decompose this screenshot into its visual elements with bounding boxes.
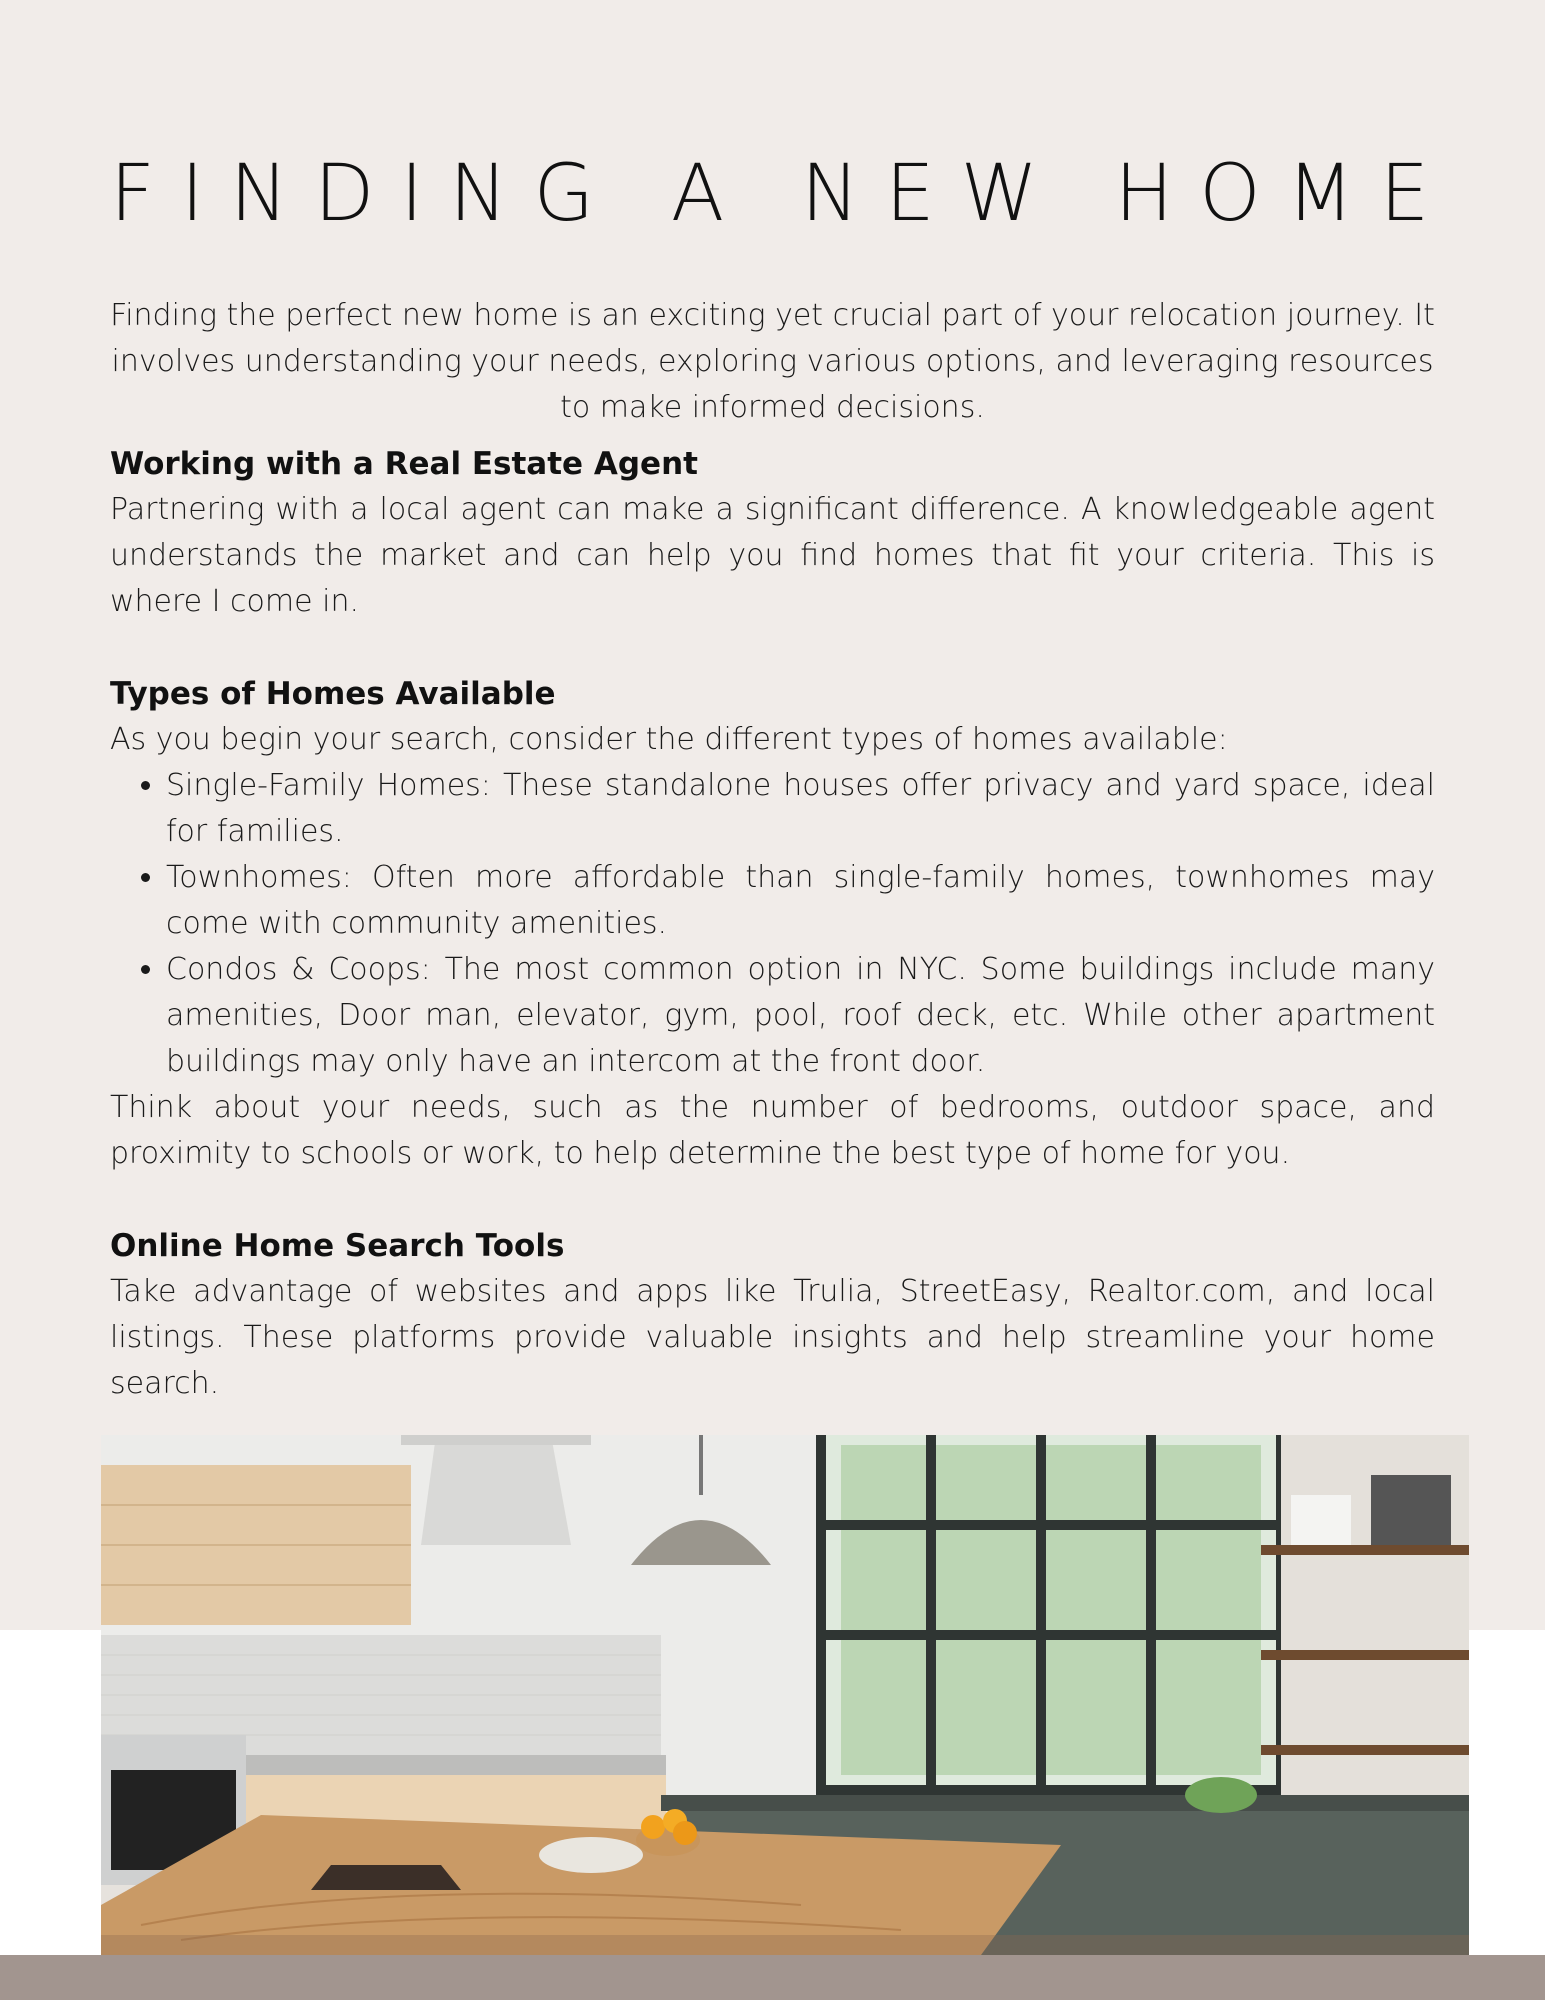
kitchen-photo <box>101 1435 1469 1955</box>
section-spacer <box>110 1177 1435 1223</box>
list-item: • Townhomes: Often more affordable than single-family homes, townhomes may come with community amenities. <box>166 855 1435 947</box>
section-closing: Think about your needs, such as the number of bedrooms, outdoor space, and proximity to schools or work, to help determine the best type of home for you. <box>110 1090 1435 1171</box>
section-heading: Online Home Search Tools <box>110 1228 565 1264</box>
home-types-list <box>110 763 1435 1085</box>
page-title: FINDING A NEW HOME <box>110 149 1456 239</box>
section-heading: Working with a Real Estate Agent <box>110 446 698 482</box>
section-lead: As you begin your search, consider the different types of homes available: <box>110 722 1228 757</box>
section-body: Take advantage of websites and apps like Trulia, StreetEasy, Realtor.com, and local listings. These platforms provide valuable insights and help streamline your home search. <box>110 1274 1435 1401</box>
footer-band <box>0 1955 1545 2000</box>
list-item: • Condos & Coops: The most common option in NYC. Some buildings include many amenities, Door man, elevator, gym, pool, roof deck, etc. While other apartment buildings may only have an intercom at the front door. <box>166 947 1435 1085</box>
list-item: • Single-Family Homes: These standalone houses offer privacy and yard space, ideal for families. <box>166 763 1435 855</box>
section-heading: Types of Homes Available <box>110 676 556 712</box>
section-spacer <box>110 625 1435 671</box>
intro-paragraph: Finding the perfect new home is an exciting yet crucial part of your relocation journey. It involves understanding your needs, exploring various options, and leveraging resources to make informed decisions. <box>110 298 1435 425</box>
sections <box>110 441 1435 1407</box>
section-body: Partnering with a local agent can make a significant difference. A knowledgeable agent understands the market and can help you find homes that fit your criteria. This is where I come in. <box>110 492 1435 619</box>
